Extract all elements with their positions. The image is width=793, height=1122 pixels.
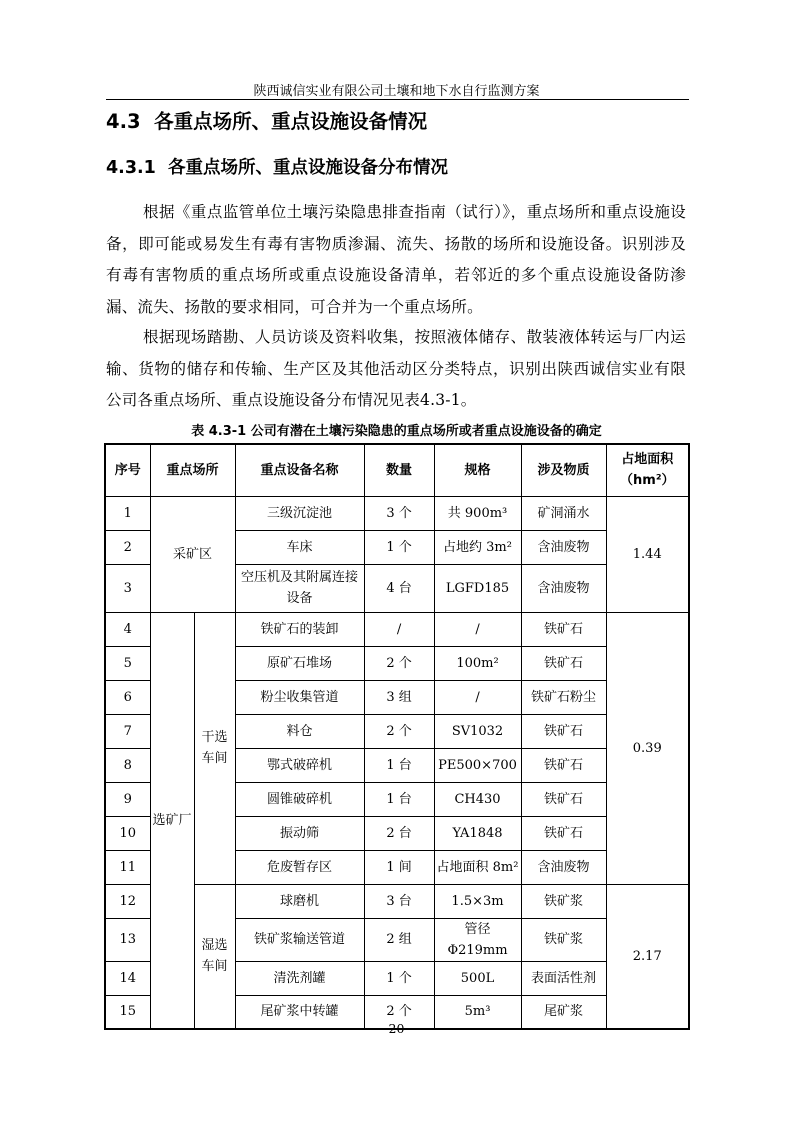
cell-seq: 10 bbox=[105, 816, 150, 850]
cell-spec: 共 900m³ bbox=[434, 496, 521, 530]
cell-quantity: 3 个 bbox=[364, 496, 434, 530]
cell-quantity: 3 组 bbox=[364, 680, 434, 714]
cell-quantity: 2 个 bbox=[364, 714, 434, 748]
cell-seq: 12 bbox=[105, 884, 150, 918]
cell-seq: 11 bbox=[105, 850, 150, 884]
cell-site-mining: 采矿区 bbox=[150, 496, 235, 612]
subsection-title: 各重点场所、重点设施设备分布情况 bbox=[168, 158, 449, 178]
cell-seq: 2 bbox=[105, 530, 150, 564]
cell-seq: 13 bbox=[105, 918, 150, 961]
cell-spec: / bbox=[434, 612, 521, 646]
cell-spec: / bbox=[434, 680, 521, 714]
cell-area-mining: 1.44 bbox=[606, 496, 689, 612]
cell-material: 铁矿石 bbox=[521, 646, 606, 680]
cell-material: 含油废物 bbox=[521, 564, 606, 612]
cell-seq: 15 bbox=[105, 995, 150, 1029]
cell-seq: 6 bbox=[105, 680, 150, 714]
header-spec: 规格 bbox=[434, 444, 521, 496]
cell-quantity: 2 台 bbox=[364, 816, 434, 850]
cell-equipment-name: 车床 bbox=[235, 530, 364, 564]
cell-equipment-name: 原矿石堆场 bbox=[235, 646, 364, 680]
cell-site-plant: 选矿厂 bbox=[150, 612, 194, 1029]
cell-spec: 5m³ bbox=[434, 995, 521, 1029]
cell-equipment-name: 铁矿石的装卸 bbox=[235, 612, 364, 646]
header-seq: 序号 bbox=[105, 444, 150, 496]
cell-seq: 5 bbox=[105, 646, 150, 680]
cell-workshop-wet: 湿选车间 bbox=[194, 884, 235, 1029]
cell-material: 铁矿石 bbox=[521, 612, 606, 646]
cell-quantity: 1 台 bbox=[364, 782, 434, 816]
cell-spec: 1.5×3m bbox=[434, 884, 521, 918]
cell-spec: 100m² bbox=[434, 646, 521, 680]
cell-spec: 500L bbox=[434, 961, 521, 995]
paragraph-guideline: 根据《重点监管单位土壤污染隐患排查指南（试行）》，重点场所和重点设施设备，即可能或易发生有毒有害物质渗漏、流失、扬散的场所和设施设备。识别涉及有毒有害物质的重点场所或重点设施设备清单，若邻近的多个重点设施设备防渗漏、流失、扬散的要求相同，可合并为一个重点场所。 bbox=[106, 203, 686, 316]
cell-quantity: 2 组 bbox=[364, 918, 434, 961]
cell-equipment-name: 振动筛 bbox=[235, 816, 364, 850]
cell-equipment-name: 鄂式破碎机 bbox=[235, 748, 364, 782]
cell-quantity: 4 台 bbox=[364, 564, 434, 612]
cell-material: 铁矿石粉尘 bbox=[521, 680, 606, 714]
header-equipment: 重点设备名称 bbox=[235, 444, 364, 496]
cell-area-dry: 0.39 bbox=[606, 612, 689, 884]
cell-spec: 占地约 3m² bbox=[434, 530, 521, 564]
cell-quantity: 1 间 bbox=[364, 850, 434, 884]
cell-seq: 9 bbox=[105, 782, 150, 816]
section-title: 各重点场所、重点设施设备情况 bbox=[154, 110, 428, 133]
subsection-number: 4.3.1 bbox=[106, 158, 156, 178]
cell-spec: CH430 bbox=[434, 782, 521, 816]
cell-quantity: 1 台 bbox=[364, 748, 434, 782]
table-row bbox=[105, 496, 689, 530]
cell-seq: 8 bbox=[105, 748, 150, 782]
cell-spec: PE500×700 bbox=[434, 748, 521, 782]
cell-material: 表面活性剂 bbox=[521, 961, 606, 995]
cell-seq: 3 bbox=[105, 564, 150, 612]
section-heading bbox=[106, 106, 427, 134]
cell-material: 铁矿浆 bbox=[521, 918, 606, 961]
header-quantity: 数量 bbox=[364, 444, 434, 496]
page-number: - 20 - bbox=[380, 1021, 413, 1036]
cell-equipment-name: 料仓 bbox=[235, 714, 364, 748]
cell-material: 尾矿浆 bbox=[521, 995, 606, 1029]
cell-quantity: 1 个 bbox=[364, 530, 434, 564]
cell-material: 铁矿石 bbox=[521, 714, 606, 748]
cell-material: 铁矿石 bbox=[521, 816, 606, 850]
key-sites-table bbox=[104, 443, 690, 1030]
paragraph-survey: 根据现场踏勘、人员访谈及资料收集，按照液体储存、散装液体转运与厂内运输、货物的储存和传输、生产区及其他活动区分类特点，识别出陕西诚信实业有限公司各重点场所、重点设施设备分布情况见表4.3-1。 bbox=[106, 328, 686, 409]
cell-quantity: / bbox=[364, 612, 434, 646]
running-header: 陕西诚信实业有限公司土壤和地下水自行监测方案 bbox=[253, 84, 540, 99]
header-area bbox=[606, 444, 689, 496]
cell-seq: 4 bbox=[105, 612, 150, 646]
header-site: 重点场所 bbox=[150, 444, 235, 496]
cell-seq: 1 bbox=[105, 496, 150, 530]
cell-quantity: 2 个 bbox=[364, 646, 434, 680]
cell-area-wet: 2.17 bbox=[606, 884, 689, 1029]
cell-material: 铁矿石 bbox=[521, 782, 606, 816]
table-row bbox=[105, 612, 689, 646]
cell-quantity: 1 个 bbox=[364, 961, 434, 995]
cell-material: 含油废物 bbox=[521, 530, 606, 564]
header-material: 涉及物质 bbox=[521, 444, 606, 496]
cell-quantity: 3 台 bbox=[364, 884, 434, 918]
cell-equipment-name: 清洗剂罐 bbox=[235, 961, 364, 995]
cell-seq: 7 bbox=[105, 714, 150, 748]
cell-equipment-name: 圆锥破碎机 bbox=[235, 782, 364, 816]
cell-spec: 管径Φ219mm bbox=[434, 918, 521, 961]
cell-spec: 占地面积 8m² bbox=[434, 850, 521, 884]
cell-equipment-name: 铁矿浆输送管道 bbox=[235, 918, 364, 961]
table-caption: 表 4.3-1 公司有潜在土壤污染隐患的重点场所或者重点设施设备的确定 bbox=[191, 424, 602, 439]
cell-material: 矿洞涌水 bbox=[521, 496, 606, 530]
cell-workshop-dry: 干选车间 bbox=[194, 612, 235, 884]
section-number: 4.3 bbox=[106, 110, 141, 133]
header-rule bbox=[106, 99, 689, 100]
cell-equipment-name: 粉尘收集管道 bbox=[235, 680, 364, 714]
cell-equipment-name: 尾矿浆中转罐 bbox=[235, 995, 364, 1029]
cell-spec: YA1848 bbox=[434, 816, 521, 850]
header-area-unit: （hm²） bbox=[620, 473, 675, 489]
cell-material: 铁矿石 bbox=[521, 748, 606, 782]
cell-equipment-name: 球磨机 bbox=[235, 884, 364, 918]
cell-quantity: 2 个 bbox=[364, 995, 434, 1029]
cell-seq: 14 bbox=[105, 961, 150, 995]
cell-equipment-name: 危废暂存区 bbox=[235, 850, 364, 884]
cell-material: 含油废物 bbox=[521, 850, 606, 884]
cell-equipment-name: 空压机及其附属连接设备 bbox=[235, 564, 364, 612]
cell-spec: LGFD185 bbox=[434, 564, 521, 612]
cell-material: 铁矿浆 bbox=[521, 884, 606, 918]
header-area-label: 占地面积 bbox=[621, 452, 674, 468]
cell-equipment-name: 三级沉淀池 bbox=[235, 496, 364, 530]
subsection-heading bbox=[106, 154, 448, 179]
table-header-row bbox=[105, 444, 689, 496]
cell-spec: SV1032 bbox=[434, 714, 521, 748]
